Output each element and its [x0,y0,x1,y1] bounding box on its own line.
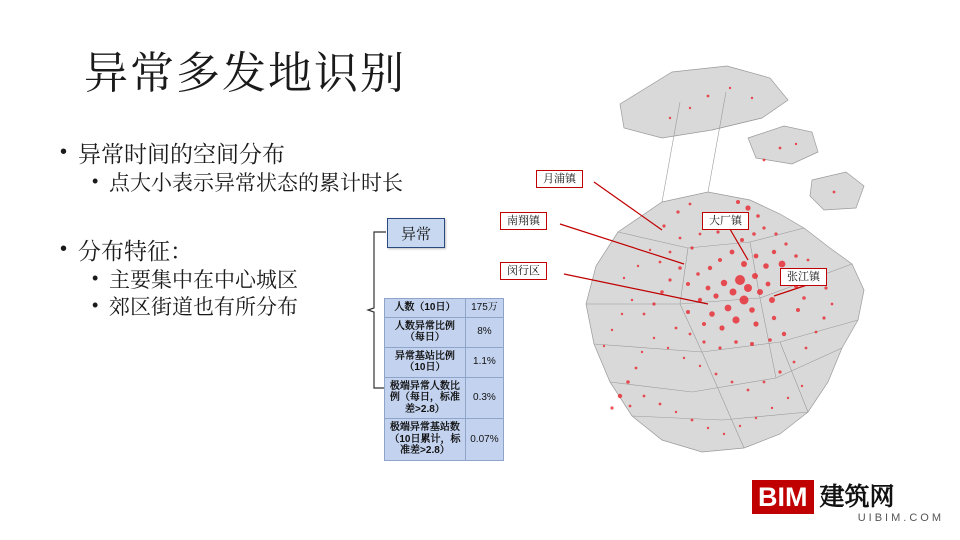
table-row [385,419,504,461]
bullet-dot-icon: • [92,170,99,191]
map-callout-nanxiang: 南翔镇 [500,212,547,230]
table-row [385,317,504,347]
map-callout-yuepu: 月浦镇 [536,170,583,188]
map-callout-dachang: 大厂镇 [702,212,749,230]
anomaly-label-box: 异常 [387,218,445,248]
bullet-level2 [60,171,480,197]
watermark-logo [752,478,948,526]
logo-name: 建筑网 [819,483,895,511]
bullet-text: 异常时间的空间分布 [78,141,285,167]
bullet-level2 [60,268,480,294]
map-svg [512,52,942,497]
stat-value: 8% [465,317,503,347]
stat-value: 175万 [465,299,503,318]
map-figure [507,52,942,497]
logo-mark: BIM [752,480,814,514]
map-callout-minhang: 闵行区 [500,262,547,280]
map-landmass [586,66,864,452]
table-row [385,299,504,318]
logo-row [752,480,948,514]
bullet-text: 分布特征： [78,238,193,265]
stat-label: 人数异常比例（每日） [385,317,466,347]
stat-value: 0.3% [465,377,503,419]
stat-label: 异常基站比例（10日） [385,347,466,377]
bullet-level1 [60,140,480,169]
bullet-dot-icon: • [60,141,68,163]
table-row [385,377,504,419]
stat-value: 0.07% [465,419,503,461]
bullet-dot-icon: • [92,294,99,315]
bullet-dot-icon: • [92,268,99,289]
stats-table [384,298,504,461]
stat-label: 人数（10日） [385,299,466,318]
bullet-text: 主要集中在中心城区 [109,269,298,293]
stat-label: 极端异常人数比例（每日，标准差>2.8） [385,377,466,419]
stat-value: 1.1% [465,347,503,377]
bullet-text: 点大小表示异常状态的累计时长 [109,171,403,195]
page-title: 异常多发地识别 [84,49,406,98]
table-row [385,347,504,377]
stat-label: 极端异常基站数（10日累计，标准差>2.8） [385,419,466,461]
map-callout-zhangjiang: 张江镇 [780,268,827,286]
bullet-text: 郊区街道也有所分布 [109,295,298,319]
logo-domain: UIBIM.COM [857,512,944,524]
bullet-dot-icon: • [60,238,68,261]
